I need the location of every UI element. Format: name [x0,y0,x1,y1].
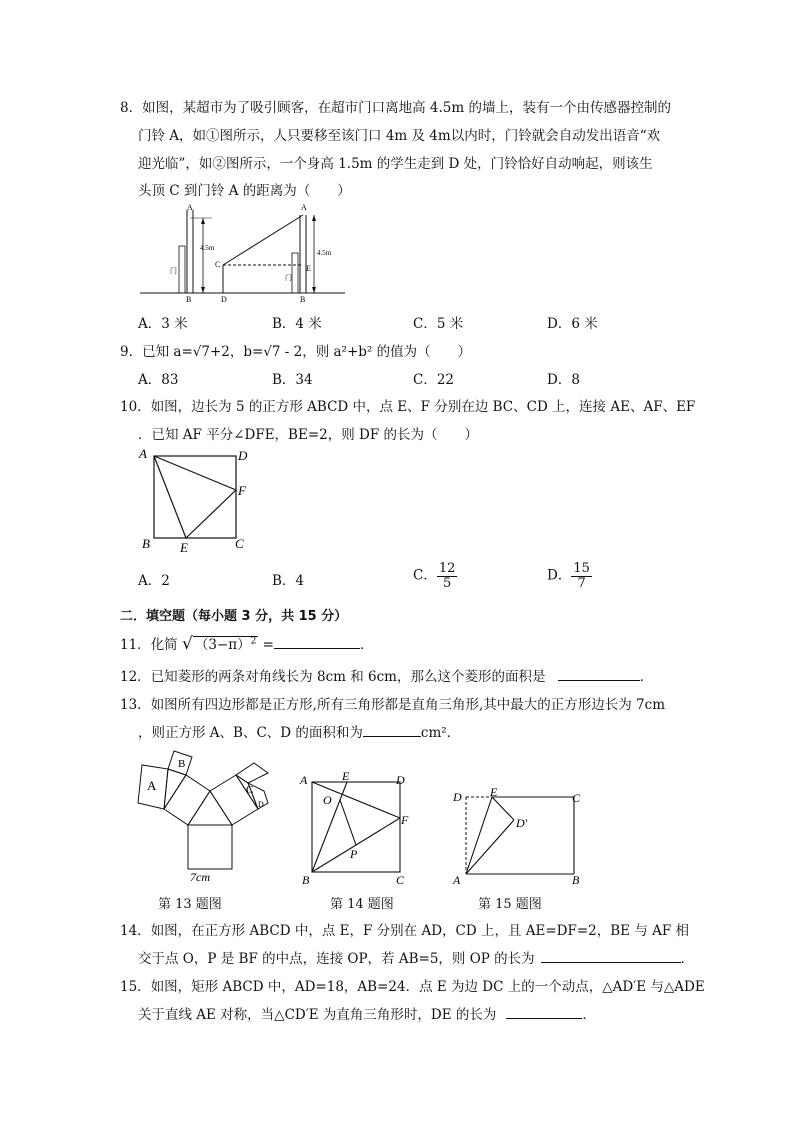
q10-figure [138,444,258,556]
q8-line2: 门铃 A，如①图所示，人只要移至该门口 4m 及 4m以内时，门铃就会自动发出语音“欢 [138,128,661,144]
q13-answer-blank[interactable] [363,723,421,737]
fig13-caption: 第 13 题图 [158,897,222,912]
fig13-label-c: C [246,784,254,796]
q10-frac-d: $\frac{15}{7}$ [573,561,590,591]
q14-line2: 交于点 O，P 是 BF 的中点，连接 OP，若 AB=5，则 OP 的长为 ． [138,951,695,967]
q15-line2: 关于直线 AE 对称，当△CD′E 为直角三角形时，DE 的长为 ． [138,1007,596,1023]
fig15-caption: 第 15 题图 [478,897,542,912]
fig14-label-e: E [342,770,350,783]
fig14-caption: 第 14 题图 [330,897,394,912]
q8-option-b[interactable]: B．4 米 [272,316,322,332]
q13-line1: 13．如图所有四边形都是正方形,所有三角形都是直角三角形,其中最大的正方形边长为 7cm [120,697,666,713]
fig13-label-d: D [258,800,264,809]
q9-option-c[interactable]: C．22 [413,372,455,388]
q10-line1: 10．如图，边长为 5 的正方形 ABCD 中，点 E、F 分别在边 BC、CD 上，连接 AE、AF、EF [120,399,696,415]
q8-line1: 8．如图，某超市为了吸引顾客，在超市门口离地高 4.5m 的墙上，装有一个由传感器控制的 [120,100,671,116]
q9-option-d[interactable]: D．8 [547,372,580,388]
fig14-label-o: O [323,793,332,807]
q11-answer-blank[interactable] [274,635,360,649]
q9-line: 9．已知 a=√7+2，b=√7 - 2，则 a²+b² 的值为（ ） [120,344,472,360]
fig14-label-b: B [302,873,310,887]
fig13-pythagoras-tree [130,745,280,885]
q12-line: 12．已知菱形的两条对角线长为 8cm 和 6cm，那么这个菱形的面积是 ． [120,669,654,685]
q15-answer-blank[interactable] [506,1005,582,1019]
fig14-label-c: C [396,873,405,887]
q11-line: 11．化简 √ $(3-\pi)^2$ = ． [120,634,374,654]
q9-option-a[interactable]: A．83 [138,372,179,388]
fig13-label-a: A [147,778,157,793]
fig14-label-p: P [350,847,358,861]
q15-line1: 15．如图，矩形 ABCD 中，AD=18，AB=24．点 E 为边 DC 上的一个动点，△AD′E 与△ADE [120,979,705,995]
fig15-label-d: D [453,790,462,804]
q13-line2: ，则正方形 A、B、C、D 的面积和为 cm²． [138,725,461,741]
fig1-height: 4.5m [200,244,215,252]
fig2-door: 门 [285,274,292,282]
q8-line4: 头顶 C 到门铃 A 的距离为（ ） [138,183,351,199]
fig15-label-c: C [572,791,581,805]
q10-line2: ．已知 AF 平分∠DFE，BE=2，则 DF 的长为（ ） [138,427,479,443]
q10-option-c[interactable]: C． $\frac{12}{5}$ [413,561,456,591]
fig2-label-e: E [306,264,311,273]
q10-label-d: D [238,448,248,463]
q8-figures [130,198,370,310]
fig2-label-a: A [301,203,307,212]
q12-answer-blank[interactable] [558,667,640,681]
section-fill-in-title: 二．填空题（每小题 3 分，共 15 分） [120,609,348,624]
fig14-label-f: F [401,813,409,827]
fig14-label-d: D [396,773,405,787]
fig1-label-a: A [187,203,193,212]
q14-line1: 14．如图，在正方形 ABCD 中，点 E，F 分别在 AD，CD 上，且 AE=DF=2，BE 与 AF 相 [120,923,690,939]
q9-option-b[interactable]: B．34 [272,372,313,388]
fig13-label-b: B [178,758,186,770]
q14-answer-blank[interactable] [541,949,681,963]
q10-frac-c: $\frac{12}{5}$ [438,561,456,591]
q8-option-d[interactable]: D．6 米 [547,316,598,332]
fig14-label-a: A [300,773,308,787]
fig15-label-b: B [572,873,580,886]
q10-option-b[interactable]: B．4 [272,573,305,589]
q8-option-a[interactable]: A．3 米 [138,316,188,332]
fig2-label-d: D [221,295,227,304]
fig15-label-dprime: D′ [516,816,528,830]
fig15-label-e: E [490,786,498,799]
fig1-label-b: B [186,295,192,304]
fig15-rectangle [448,786,588,886]
fig14-square [296,770,416,888]
q10-label-e: E [180,540,188,555]
q10-label-c: C [235,536,244,551]
q10-option-d[interactable]: D． $\frac{15}{7}$ [547,561,590,591]
fig2-label-c: C [215,260,221,269]
fig2-height: 4.5m [317,249,332,257]
q10-label-a: A [139,446,147,461]
q10-label-b: B [142,536,150,551]
fig13-side-label: 7cm [190,870,210,884]
q10-option-a[interactable]: A．2 [138,573,170,589]
q8-option-c[interactable]: C．5 米 [413,316,464,332]
fig1-door: 门 [170,267,177,275]
fig15-label-a: A [453,873,461,886]
q8-line3: 迎光临”，如②图所示，一个身高 1.5m 的学生走到 D 处，门铃恰好自动响起，则该生 [138,156,653,172]
q10-label-f: F [238,483,246,498]
fig2-label-b: B [300,295,306,304]
